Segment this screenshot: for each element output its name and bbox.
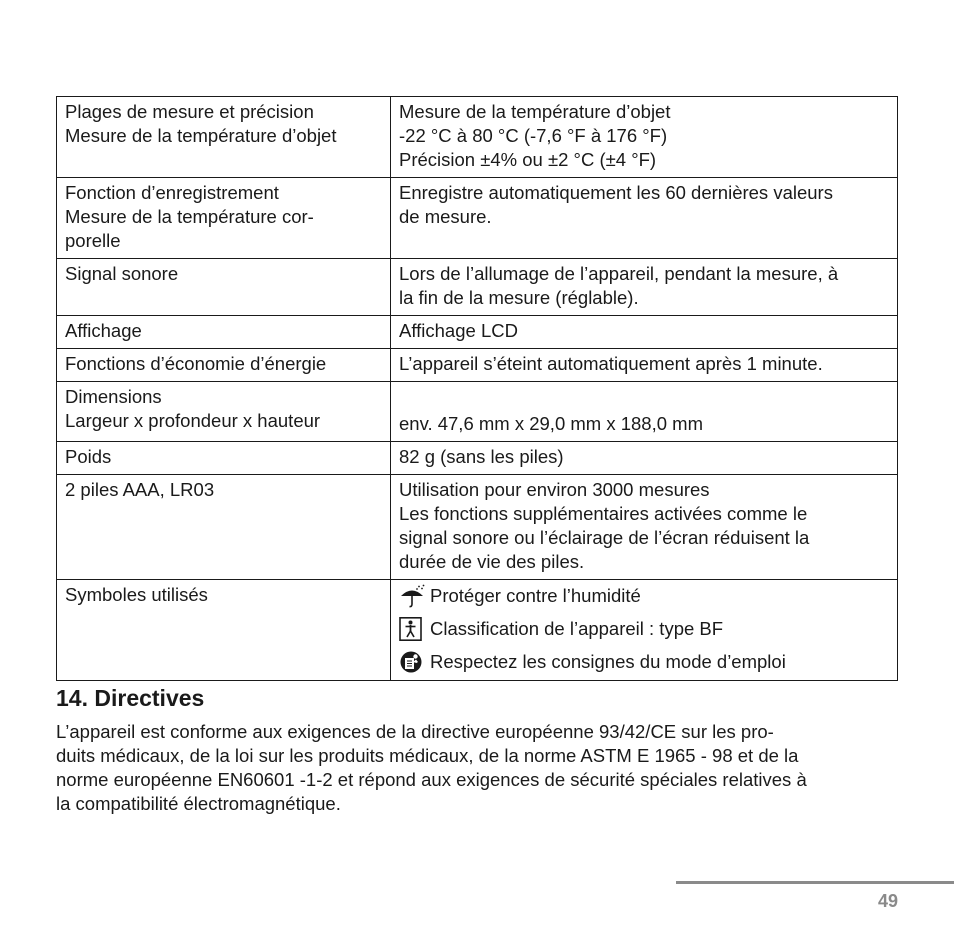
table-row [57,475,898,580]
table-row-symbols [57,580,898,681]
row-label: Signal sonore [57,259,391,316]
page-number: 49 [877,891,898,911]
row-value: Utilisation pour environ 3000 mesures Les fonctions supplémentaires activées comme le signal sonore ou l’éclairage de l’écran réduisent la durée de vie des piles. [391,475,898,580]
section-body: L’appareil est conforme aux exigences de la directive européenne 93/42/CE sur les pro- duits médicaux, de la loi sur les produits médicaux, de la norme ASTM E 1965 - 98 et de la norme européenne EN60601 -1-2 et répond aux exigences de sécurité spéciales relatives à la compatibilité électromagnétique. [56,721,807,814]
row-label: Fonctions d’économie d’énergie [57,349,391,382]
symbol-item: Protéger contre l’humidité [399,583,889,609]
row-value: 82 g (sans les piles) [391,442,898,475]
row-value [391,580,898,681]
table-row [57,259,898,316]
row-value: Affichage LCD [391,316,898,349]
table-row [57,349,898,382]
specifications-table [56,96,898,681]
table-row [57,178,898,259]
row-label: Affichage [57,316,391,349]
umbrella-icon [399,584,425,608]
row-label: 2 piles AAA, LR03 [57,475,391,580]
table-row [57,382,898,442]
row-label: Plages de mesure et précision Mesure de la température d’objet [57,97,391,178]
table-row [57,442,898,475]
symbol-item: Classification de l’appareil : type BF [399,616,889,642]
row-label: Fonction d’enregistrement Mesure de la température cor- porelle [57,178,391,259]
instructions-icon [399,650,425,674]
symbol-item: Respectez les consignes du mode d’emploi [399,649,889,675]
table-row [57,97,898,178]
row-value: Mesure de la température d’objet -22 °C à 80 °C (-7,6 °F à 176 °F) Précision ±4% ou ±2 °C (±4 °F) [391,97,898,178]
row-label: Dimensions Largeur x profondeur x hauteur [57,382,391,442]
row-label: Poids [57,442,391,475]
type-bf-icon [399,617,425,641]
footer-divider [676,881,954,884]
table-row [57,316,898,349]
row-label: Symboles utilisés [57,580,391,681]
row-value: Enregistre automatiquement les 60 dernières valeurs de mesure. [391,178,898,259]
row-value: L’appareil s’éteint automatiquement après 1 minute. [391,349,898,382]
row-value: env. 47,6 mm x 29,0 mm x 188,0 mm [391,382,898,442]
row-value: Lors de l’allumage de l’appareil, pendant la mesure, à la fin de la mesure (réglable). [391,259,898,316]
section-title: 14. Directives [56,685,205,711]
